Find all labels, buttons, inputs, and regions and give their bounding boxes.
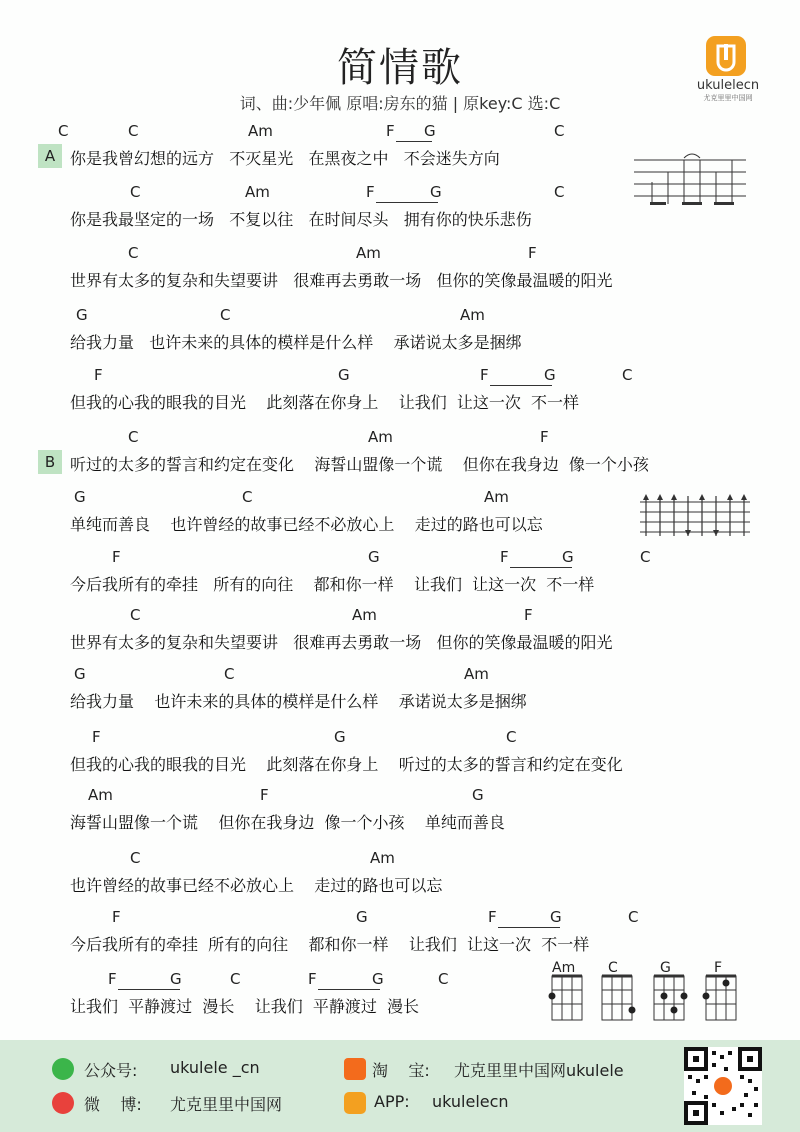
chord: F: [308, 970, 317, 988]
wechat-label: 公众号:: [84, 1061, 138, 1080]
chord: G: [562, 548, 574, 566]
chord: G: [372, 970, 384, 988]
song-title: 简情歌: [337, 45, 463, 91]
chord: F: [112, 908, 121, 926]
chord: C: [130, 183, 141, 201]
lyric-text: 给我力量 也许未来的具体的模样是什么样 承诺说太多是捆绑: [70, 692, 527, 711]
chord: Am: [460, 306, 485, 324]
ukulele-icon: [706, 36, 746, 76]
brand-name: ukulelecn: [696, 78, 760, 93]
chord-diagram-label: F: [714, 960, 723, 976]
chord: C: [230, 970, 241, 988]
chord: C: [554, 122, 565, 140]
chord: Am: [484, 488, 509, 506]
chord: C: [128, 122, 139, 140]
wechat-account: ukulele _cn: [170, 1058, 260, 1077]
lyric-line-11: [0, 728, 800, 788]
chord: C: [640, 548, 651, 566]
lyric-line-3: [0, 244, 800, 304]
chord: F: [500, 548, 509, 566]
chord: Am: [88, 786, 113, 804]
lyric-line-5: [0, 366, 800, 426]
chord-underline: [498, 927, 560, 928]
qr-code: [684, 1047, 762, 1125]
app-label: APP:: [374, 1092, 410, 1111]
lyric-text: 但我的心我的眼我的目光 此刻落在你身上 听过的太多的誓言和约定在变化: [70, 755, 623, 774]
lyric-text: 世界有太多的复杂和失望要讲 很难再去勇敢一场 但你的笑像最温暖的阳光: [70, 271, 613, 290]
chord-underline: [118, 989, 180, 990]
weibo-label: 微 博:: [84, 1095, 142, 1114]
chord: G: [368, 548, 380, 566]
chord: G: [170, 970, 182, 988]
lyric-line-8: [0, 548, 800, 608]
lyric-text: 世界有太多的复杂和失望要讲 很难再去勇敢一场 但你的笑像最温暖的阳光: [70, 633, 613, 652]
lyric-text: 给我力量 也许未来的具体的模样是什么样 承诺说太多是捆绑: [70, 333, 522, 352]
page-footer: [0, 1040, 800, 1132]
chord: C: [622, 366, 633, 384]
chord: G: [472, 786, 484, 804]
strum-pattern-diagram: [640, 492, 750, 544]
chord: G: [338, 366, 350, 384]
chord: Am: [368, 428, 393, 446]
chord: F: [112, 548, 121, 566]
chord: G: [430, 183, 442, 201]
lyric-text: 你是我曾幻想的远方 不灭星光 在黑夜之中 不会迷失方向: [70, 149, 500, 168]
section-marker-a: A: [38, 144, 62, 168]
chord: G: [550, 908, 562, 926]
lyric-line-9: [0, 606, 800, 666]
app-name: ukulelecn: [432, 1092, 509, 1111]
chord: C: [220, 306, 231, 324]
chord: G: [74, 665, 86, 683]
chord: F: [488, 908, 497, 926]
chord: C: [130, 849, 141, 867]
wechat-icon: [52, 1058, 74, 1080]
chord: F: [366, 183, 375, 201]
chord: G: [74, 488, 86, 506]
lyric-text: 单纯而善良 也许曾经的故事已经不必放心上 走过的路也可以忘: [70, 515, 543, 534]
chord: G: [424, 122, 436, 140]
chord-underline: [510, 567, 572, 568]
chord-diagram-label: G: [660, 960, 671, 976]
lyric-line-4: [0, 306, 800, 366]
app-icon: [344, 1092, 366, 1114]
lyric-text: 今后我所有的牵挂 所有的向往 都和你一样 让我们 让这一次 不一样: [70, 935, 590, 954]
lyric-text: 也许曾经的故事已经不必放心上 走过的路也可以忘: [70, 876, 443, 895]
lyric-line-13: [0, 849, 800, 909]
lyric-text: 今后我所有的牵挂 所有的向往 都和你一样 让我们 让这一次 不一样: [70, 575, 595, 594]
lyric-text: 但我的心我的眼我的目光 此刻落在你身上 让我们 让这一次 不一样: [70, 393, 580, 412]
taobao-store: 尤克里里中国网ukulele: [454, 1061, 624, 1080]
chord: F: [108, 970, 117, 988]
chord-diagram-label: C: [608, 960, 618, 976]
chord: C: [58, 122, 69, 140]
chord: G: [356, 908, 368, 926]
chord-underline: [396, 141, 432, 142]
chord: C: [554, 183, 565, 201]
chord-diagram-label: Am: [552, 960, 576, 976]
chord: F: [260, 786, 269, 804]
chord: G: [76, 306, 88, 324]
chord: F: [386, 122, 395, 140]
chord: F: [540, 428, 549, 446]
chord: Am: [248, 122, 273, 140]
chord: F: [524, 606, 533, 624]
chord: Am: [464, 665, 489, 683]
chord: Am: [245, 183, 270, 201]
brand-tagline: 尤克里里中国网: [703, 94, 753, 102]
chord: C: [224, 665, 235, 683]
chord: F: [528, 244, 537, 262]
chord: Am: [356, 244, 381, 262]
chord: F: [92, 728, 101, 746]
brand-logo: [696, 36, 760, 103]
lyric-text: 海誓山盟像一个谎 但你在我身边 像一个小孩 单纯而善良: [70, 813, 505, 832]
taobao-icon: [344, 1058, 366, 1080]
song-credits: 词、曲:少年佩 原唱:房东的猫 | 原key:C 选:C: [239, 94, 561, 113]
chord: Am: [370, 849, 395, 867]
chord: C: [438, 970, 449, 988]
lyric-line-6: [0, 428, 800, 488]
taobao-label: 淘 宝:: [372, 1061, 430, 1080]
weibo-icon: [52, 1092, 74, 1114]
chord: C: [128, 428, 139, 446]
section-marker-b: B: [38, 450, 62, 474]
chord: Am: [352, 606, 377, 624]
lyric-line-12: [0, 786, 800, 846]
lyric-text: 你是我最坚定的一场 不复以往 在时间尽头 拥有你的快乐悲伤: [70, 210, 532, 229]
chord: C: [128, 244, 139, 262]
lyric-text: 听过的太多的誓言和约定在变化 海誓山盟像一个谎 但你在我身边 像一个小孩: [70, 455, 649, 474]
chord: F: [94, 366, 103, 384]
chord-underline: [376, 202, 438, 203]
weibo-account: 尤克里里中国网: [170, 1095, 283, 1114]
chord: G: [334, 728, 346, 746]
chord: C: [242, 488, 253, 506]
chord: F: [480, 366, 489, 384]
strum-pattern-diagram: [634, 152, 746, 212]
lyric-text: 让我们 平静渡过 漫长 让我们 平静渡过 漫长: [70, 997, 420, 1016]
chord-underline: [318, 989, 380, 990]
lyric-line-10: [0, 665, 800, 725]
chord-underline: [490, 385, 552, 386]
chord: C: [130, 606, 141, 624]
chord: C: [628, 908, 639, 926]
chord-diagram-group: [546, 958, 746, 1032]
chord: C: [506, 728, 517, 746]
chord: G: [544, 366, 556, 384]
